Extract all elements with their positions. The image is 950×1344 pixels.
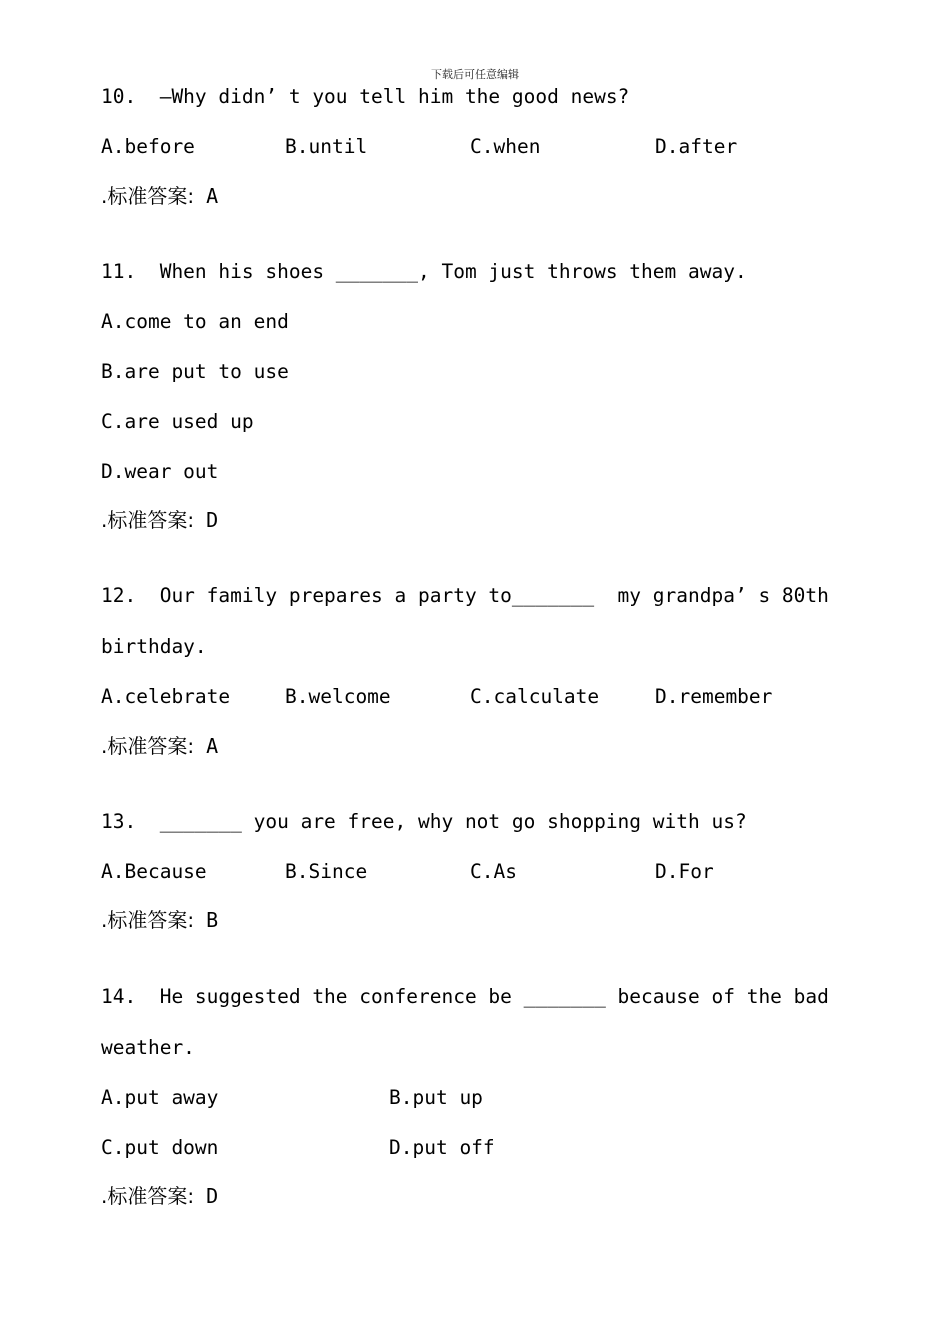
- question-10-option-c: C.when: [470, 135, 541, 158]
- header-note: 下载后可任意编辑: [431, 68, 519, 81]
- question-13-answer: [101, 910, 218, 930]
- question-14-answer: [101, 1186, 218, 1206]
- question-14-option-b: B.put up: [389, 1086, 483, 1109]
- question-12-stem-line-2: birthday.: [101, 635, 207, 658]
- question-12-option-d: D.remember: [655, 685, 773, 708]
- answer-label: .标准答案:: [101, 184, 195, 208]
- question-11-stem: 11. When his shoes _______, Tom just throws them away.: [101, 260, 747, 283]
- question-14-option-a: A.put away: [101, 1086, 219, 1109]
- question-11-option-b: B.are put to use: [101, 360, 289, 383]
- question-13-option-b: B.Since: [285, 860, 368, 883]
- question-12-option-c: C.calculate: [470, 685, 600, 708]
- question-10-answer: [101, 186, 218, 206]
- answer-value: B: [206, 908, 219, 932]
- question-13-option-a: A.Because: [101, 860, 207, 883]
- question-12-option-a: A.celebrate: [101, 685, 231, 708]
- question-11-option-d: D.wear out: [101, 460, 219, 483]
- question-12-stem-line-1: 12. Our family prepares a party to_______ my grandpa’ s 80th: [101, 584, 829, 607]
- answer-label: .标准答案:: [101, 508, 195, 532]
- answer-value: D: [206, 1184, 219, 1208]
- question-10-stem: 10. —Why didn’ t you tell him the good news?: [101, 85, 630, 108]
- question-11-option-c: C.are used up: [101, 410, 254, 433]
- answer-label: .标准答案:: [101, 734, 195, 758]
- answer-label: .标准答案:: [101, 1184, 195, 1208]
- question-10-option-d: D.after: [655, 135, 738, 158]
- answer-label: .标准答案:: [101, 908, 195, 932]
- question-14-option-c: C.put down: [101, 1136, 219, 1159]
- question-14-option-d: D.put off: [389, 1136, 495, 1159]
- question-12-option-b: B.welcome: [285, 685, 391, 708]
- answer-value: D: [206, 508, 219, 532]
- question-13-stem: 13. _______ you are free, why not go shopping with us?: [101, 810, 747, 833]
- answer-value: A: [206, 734, 219, 758]
- answer-value: A: [206, 184, 219, 208]
- question-14-stem-line-1: 14. He suggested the conference be _______ because of the bad: [101, 985, 829, 1008]
- question-13-option-d: D.For: [655, 860, 714, 883]
- question-10-option-a: A.before: [101, 135, 195, 158]
- question-11-option-a: A.come to an end: [101, 310, 289, 333]
- question-14-stem-line-2: weather.: [101, 1036, 195, 1059]
- question-12-answer: [101, 736, 218, 756]
- question-13-option-c: C.As: [470, 860, 517, 883]
- question-10-option-b: B.until: [285, 135, 368, 158]
- question-11-answer: [101, 510, 218, 530]
